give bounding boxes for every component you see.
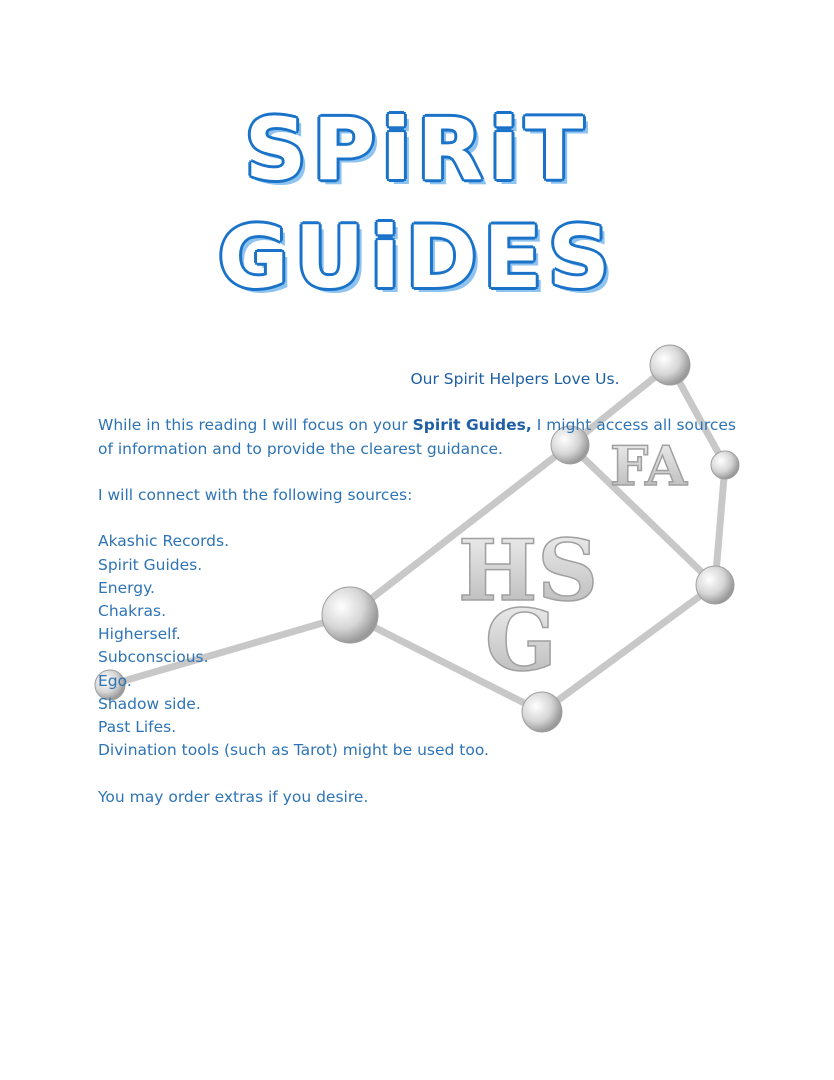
intro-paragraph	[98, 414, 748, 460]
reading-description	[98, 368, 748, 809]
intro-bold: Spirit Guides,	[412, 416, 532, 435]
closing-line: You may order extras if you desire.	[98, 787, 369, 806]
list-item: Divination tools (such as Tarot) might be used too.	[98, 741, 489, 760]
list-item: Chakras.	[98, 601, 166, 620]
list-item: Higherself.	[98, 625, 181, 644]
svg-text:FA: FA	[610, 434, 688, 498]
intro-after: I might access all sources of information and to provide the clearest guidance.	[98, 416, 737, 458]
connect-line: I will connect with the following sources:	[98, 485, 413, 504]
list-item: Akashic Records.	[98, 532, 230, 551]
sources-list	[98, 530, 748, 762]
list-item: Energy.	[98, 578, 155, 597]
list-item: Ego.	[98, 671, 132, 690]
list-item: Shadow side.	[98, 694, 201, 713]
list-item: Spirit Guides.	[98, 555, 203, 574]
title-line-2: GUiDES	[218, 208, 616, 308]
intro-before: While in this reading I will focus on your	[98, 416, 413, 435]
heading: Our Spirit Helpers Love Us.	[410, 370, 620, 388]
svg-text:HS: HS	[458, 521, 599, 620]
list-item: Past Lifes.	[98, 718, 177, 736]
svg-text:G: G	[485, 591, 557, 690]
list-item: Subconscious.	[98, 648, 209, 667]
title-line-1: SPiRiT	[244, 100, 590, 200]
